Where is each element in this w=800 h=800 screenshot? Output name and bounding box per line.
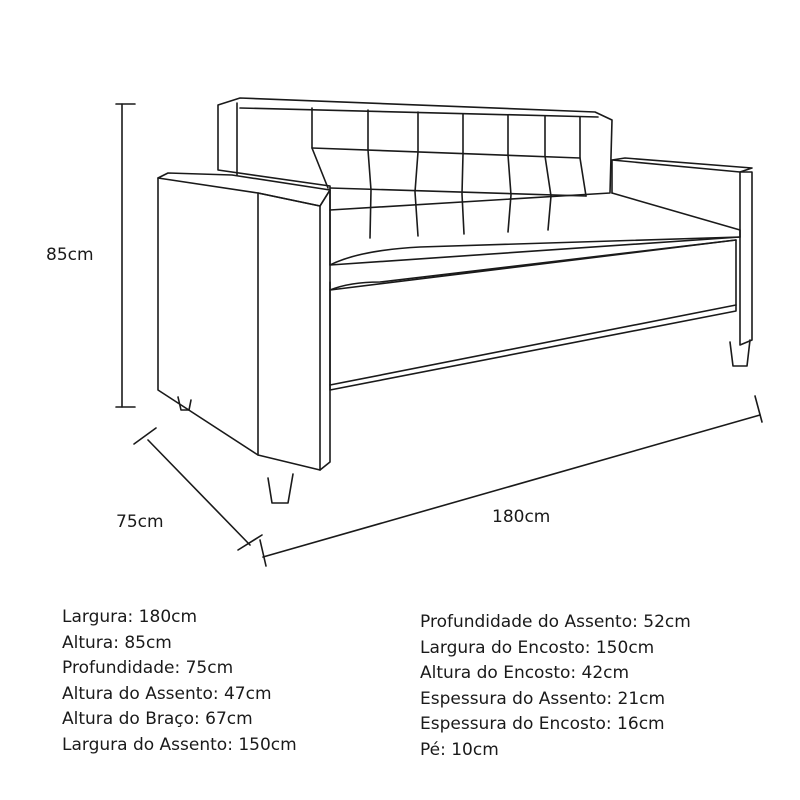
right-arm-top <box>612 158 752 172</box>
left-arm-top <box>158 173 330 206</box>
right-arm-front <box>740 172 752 345</box>
seat-top-edge <box>330 237 740 265</box>
left-arm-inner <box>320 190 330 470</box>
spec-seat-height: Altura do Assento: 47cm <box>62 683 272 704</box>
spec-seat-width: Largura do Assento: 150cm <box>62 734 297 755</box>
spec-seat-depth: Profundidade do Assento: 52cm <box>420 612 691 632</box>
width-dimension <box>260 396 762 566</box>
spec-width: Largura: 180cm <box>62 607 198 627</box>
spec-back-height: Altura do Encosto: 42cm <box>420 663 630 683</box>
front-rail <box>330 240 736 390</box>
spec-foot: Pé: 10cm <box>420 739 499 760</box>
backrest-tufting <box>312 108 586 238</box>
depth-label: 75cm <box>116 512 164 532</box>
width-label: 180cm <box>492 507 551 527</box>
spec-back-width: Largura do Encosto: 150cm <box>420 637 655 658</box>
seat-cushion <box>330 193 740 265</box>
specs-left-column <box>62 605 297 758</box>
leg-front-left <box>268 474 293 503</box>
spec-seat-thickness: Espessura do Assento: 21cm <box>420 688 666 709</box>
front-rail-bottom <box>330 305 736 385</box>
height-dimension <box>116 104 135 407</box>
spec-back-thickness: Espessura do Encosto: 16cm <box>420 714 665 734</box>
spec-arm-height: Altura do Braço: 67cm <box>62 709 253 729</box>
specs-right-column <box>420 610 691 763</box>
spec-depth: Profundidade: 75cm <box>62 658 234 678</box>
left-arm-side <box>158 178 258 455</box>
height-label: 85cm <box>46 245 94 265</box>
left-arm-front <box>258 193 320 470</box>
spec-height: Altura: 85cm <box>62 632 172 653</box>
